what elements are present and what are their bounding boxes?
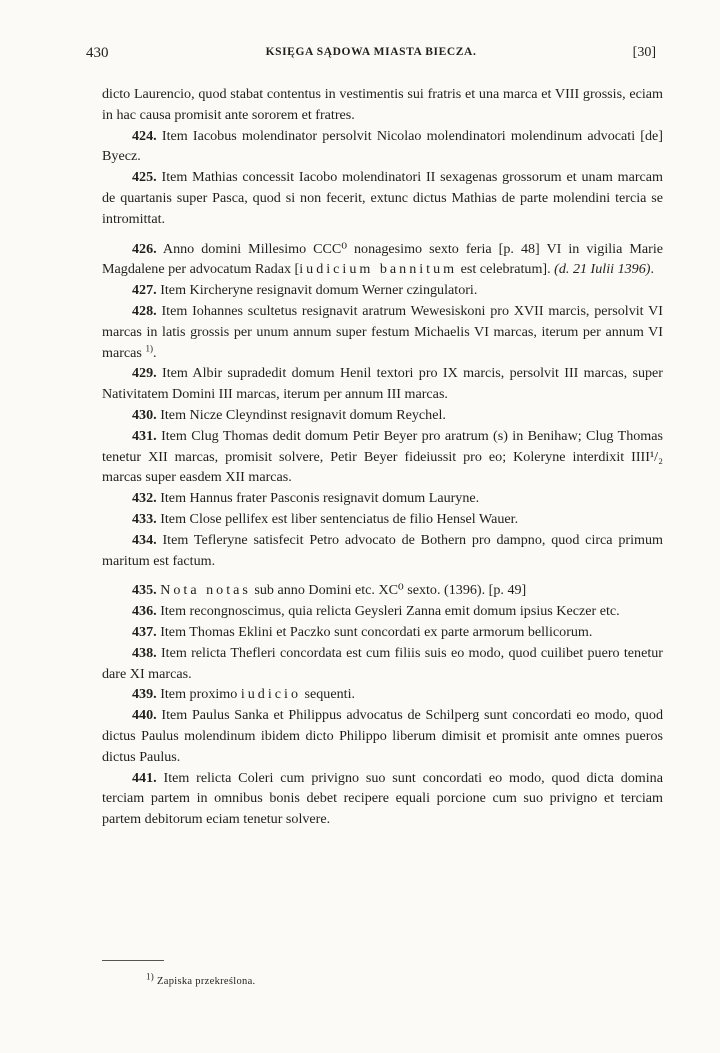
footnote [146, 971, 256, 987]
entry-text: Item Albir supradedit domum Henil textori pro IX marcis, persolvit III marcas, super Nativitatem Domini III marcas, iterum per annum III marcas. [102, 365, 663, 403]
entry-text: Item Iohannes scultetus resignavit aratrum Wewesiskoni pro XVII marcis, persolvit VI marcas in latis grossis per unum annum super festum Michaelis VI marcas, iterum per annum VI marcas [102, 302, 663, 361]
entry-number: 425. [132, 169, 157, 186]
entry-text: Anno domini Millesimo CCC⁰ nonagesimo sexto feria [p. 48] VI in vigilia Marie Magdalene per advocatum Radax [ [102, 240, 663, 278]
entry-430 [102, 405, 663, 426]
entry-number: 428. [132, 302, 157, 319]
entry-number: 426. [132, 240, 157, 257]
entry-text: Item Hannus frater Pasconis resignavit domum Lauryne. [160, 490, 480, 507]
entry-text: Item Kircheryne resignavit domum Werner czingulatori. [160, 282, 478, 299]
entry-text: Item Paulus Sanka et Philippus advocatus de Schilperg sunt concordati eo modo, quod dictus Paulus molendinum ibidem dicto Philippo liberum dimisit et promisit ante omnes pueros dictus Paulus. [102, 707, 663, 765]
entry-text: Item Clug Thomas dedit domum Petir Beyer pro aratrum (s) in Benihaw; Clug Thomas tenetur XII marcas, promisit solvere, Petir Beyer fideiussit pro eo; Koleryne interdixit IIII¹/₂ marcas super easdem XII marcas. [102, 427, 663, 486]
entry-434 [102, 530, 663, 572]
entry-text: sub anno Domini etc. XC⁰ sexto. (1396). [p. 49] [250, 582, 527, 599]
entry-437 [102, 622, 663, 643]
entry-text: Item proximo [160, 686, 241, 703]
entry-440 [102, 705, 663, 767]
entry-number: 424. [132, 127, 157, 144]
entry-number: 429. [132, 365, 157, 382]
footnote-mark: 1) [146, 971, 155, 982]
section-number: [30] [632, 45, 656, 60]
running-title: KSIĘGA SĄDOWA MIASTA BIECZA. [265, 46, 477, 58]
entry-number: 434. [132, 531, 157, 548]
entry-number: 436. [132, 603, 157, 620]
entry-431 [102, 426, 663, 488]
entry-428: 428. Item Iohannes scultetus resignavit aratrum Wewesiskoni pro XVII marcis, persolvit VI marcas in latis grossis per unum annum super festum Michaelis VI marcas, iterum per annum VI marcas $^{1)}$. [102, 302, 663, 361]
entry-number: 427. [132, 282, 157, 299]
entry-text: Item Mathias concessit Iacobo molendinatori II sexagenas grossorum et unam marcam de quartanis super Pasca, quod si non fecerit, extunc dictus Mathias de parte molendini tercia se intromittat. [102, 169, 663, 227]
entry-text: Item relicta Coleri cum privigno suo sunt concordati eo modo, quod dicta domina terciam partem in omnibus bonis debet recipere equali porcione cum suo privigno et terciam partem debitorum eciam tenetur solvere. [102, 769, 663, 828]
entry-text: Item Thomas Eklini et Paczko sunt concordati ex parte armorum bellicorum. [160, 623, 593, 640]
entry-424 [102, 126, 663, 168]
date-note: (d. 21 Iulii 1396) [554, 261, 651, 278]
entry-number: 437. [132, 623, 157, 640]
entry-text: Item Iacobus molendinator persolvit Nicolao molendinatori molendinum advocati [de] Byecz. [102, 127, 664, 165]
entry-text: Item Close pellifex est liber sentenciatus de filio Hensel Wauer. [160, 510, 519, 527]
entry-continuation: dicto Laurencio, quod stabat contentus in vestimentis sui fratris et una marca et VIII grossis, eciam in hac causa promisit ante sororem et fratres. [102, 86, 663, 123]
footnote-ref[interactable]: 1) [145, 342, 153, 353]
entry-429 [102, 363, 663, 405]
entry-number: 431. [132, 427, 157, 444]
entry-text: Item relicta Thefleri concordata est cum filiis suis eo modo, quod cuilibet puero tenetur dare XI marcas. [102, 644, 663, 682]
entry-text: est celebratum]. [457, 261, 555, 278]
entry-text: Item Nicze Cleyndinst resignavit domum Reychel. [160, 406, 446, 423]
entry-439 [102, 684, 663, 705]
entry-number: 430. [132, 406, 157, 423]
entry-number: 435. [132, 582, 157, 599]
spaced-text: Nota notas [160, 582, 251, 599]
entry-433 [102, 509, 663, 530]
entry-436 [102, 601, 663, 622]
entry-text: Item recongnoscimus, quia relicta Geysleri Zanna emit domum ipsius Keczer etc. [160, 603, 620, 620]
spaced-text: iudicio [240, 686, 301, 703]
entry-425 [102, 167, 663, 229]
entry-number: 439. [132, 686, 157, 703]
footnote-divider [102, 960, 164, 961]
entry-number: 438. [132, 644, 157, 661]
entry-432 [102, 488, 663, 509]
entry-number: 432. [132, 490, 157, 507]
spaced-text: iudicium bannitum [299, 261, 458, 278]
running-head [86, 43, 656, 67]
entry-text: sequenti. [301, 686, 356, 703]
entry-427 [102, 280, 663, 301]
text-body [102, 84, 663, 830]
page-number: 430 [86, 45, 109, 61]
entry-number: 433. [132, 510, 157, 527]
entry-number: 441. [132, 769, 157, 786]
entry-426: 426. Anno domini Millesimo CCC⁰ nonagesimo sexto feria [p. 48] VI in vigilia Marie Magdalene per advocatum Radax [iudicium bannitum est celebratum]. (d. 21 Iulii 1396). [102, 240, 663, 278]
entry-number: 440. [132, 707, 157, 724]
entry-441 [102, 768, 663, 830]
footnote-text: Zapiska przekreślona. [157, 976, 256, 987]
entry-text: Item Tefleryne satisfecit Petro advocato de Bothern pro dampno, quod circa primum maritum est factum. [102, 531, 663, 569]
entry-435 [102, 580, 663, 601]
entry-438 [102, 643, 663, 685]
